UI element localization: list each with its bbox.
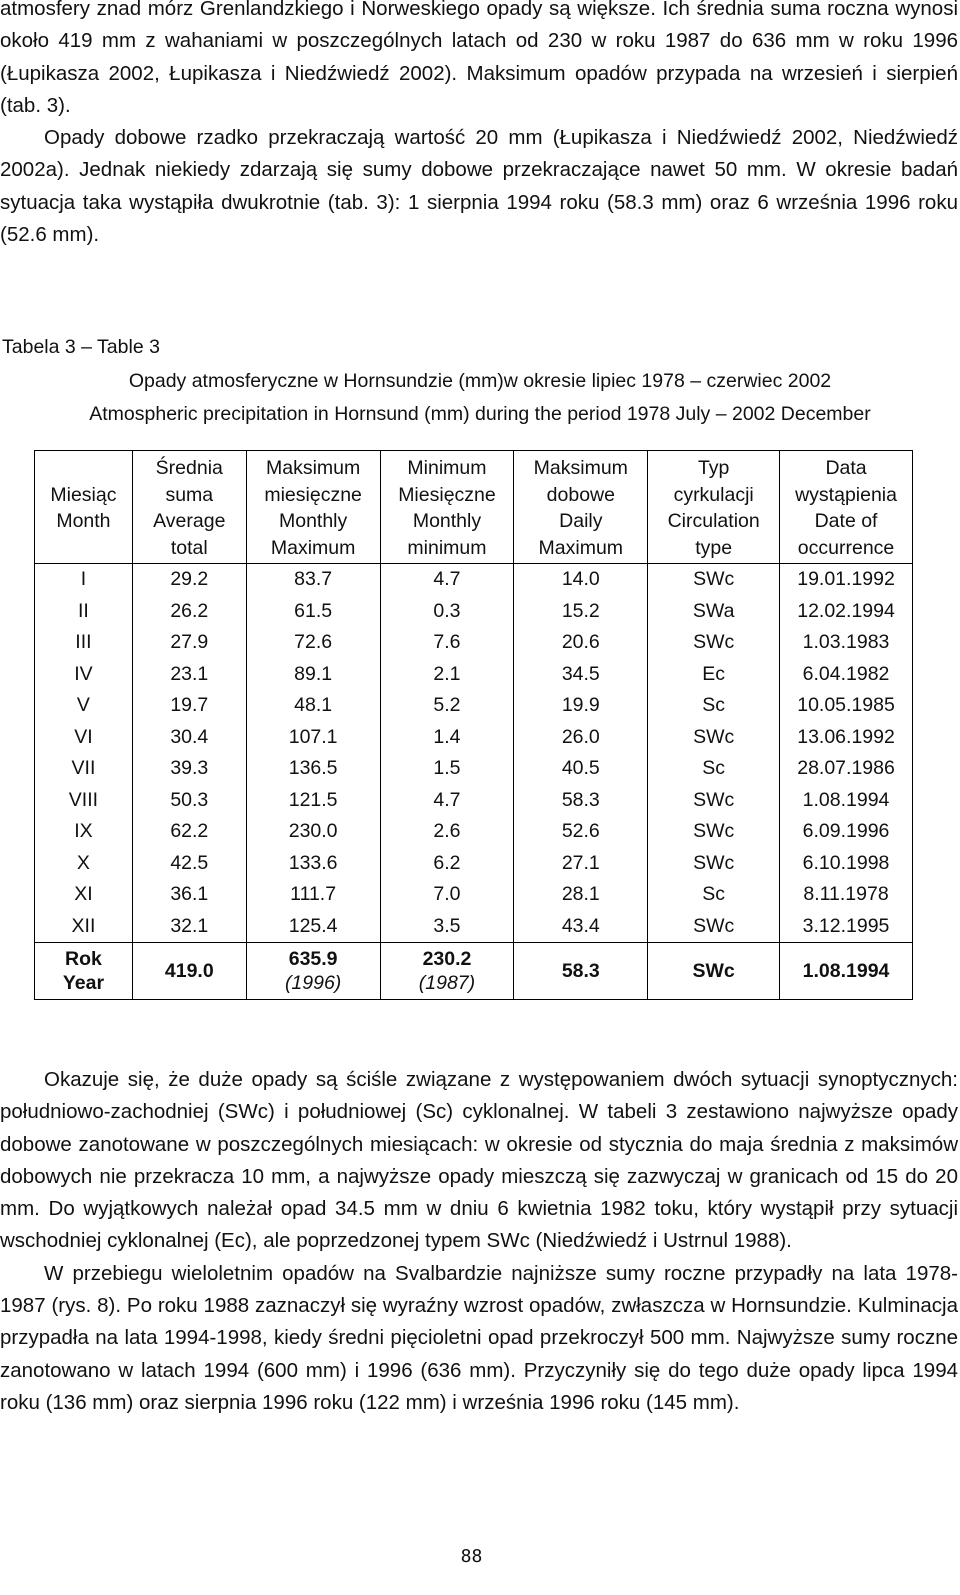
column-header-line: Monthly xyxy=(278,510,348,532)
total-value: SWc xyxy=(692,960,735,982)
table-cell xyxy=(514,943,648,1000)
table-row xyxy=(35,596,913,628)
table-cell: 13.06.1992 xyxy=(780,722,913,754)
table-cell: 10.05.1985 xyxy=(780,690,913,722)
column-header-line: Monthly xyxy=(412,510,482,532)
table-cell: 19.01.1992 xyxy=(780,564,913,596)
table-cell: 14.0 xyxy=(514,564,648,596)
table-cell: IV xyxy=(35,659,133,691)
table-title-en: Atmospheric precipitation in Hornsund (mm) during the period 1978 July – 2002 December xyxy=(89,403,871,425)
table-cell: VI xyxy=(35,722,133,754)
column-header-line: minimum xyxy=(407,536,487,559)
table-cell: 58.3 xyxy=(514,785,648,817)
table-cell xyxy=(132,943,246,1000)
column-header-line: Maksimum xyxy=(533,457,628,479)
table-cell xyxy=(246,943,380,1000)
table-row xyxy=(35,659,913,691)
table-cell: X xyxy=(35,848,133,880)
total-value: 635.9 xyxy=(288,948,338,970)
table-cell: 8.11.1978 xyxy=(780,879,913,911)
column-header xyxy=(648,451,780,564)
table-cell: Sc xyxy=(648,879,780,911)
column-header xyxy=(780,451,913,564)
table-cell: 26.0 xyxy=(514,722,648,754)
table-total-row xyxy=(35,943,913,1000)
column-header-line: miesięczne xyxy=(264,483,362,506)
column-header-line: Month xyxy=(56,510,111,532)
table-cell: 72.6 xyxy=(246,627,380,659)
table-cell: IX xyxy=(35,816,133,848)
column-header-line: type xyxy=(695,536,733,559)
table-cell: 62.2 xyxy=(132,816,246,848)
table-row xyxy=(35,722,913,754)
total-value: 58.3 xyxy=(561,960,600,982)
column-header-line: Maximum xyxy=(538,536,624,559)
table-cell: 1.08.1994 xyxy=(780,785,913,817)
table-row xyxy=(35,879,913,911)
table-cell: 36.1 xyxy=(132,879,246,911)
table-row xyxy=(35,785,913,817)
table-cell: 52.6 xyxy=(514,816,648,848)
table-cell: 40.5 xyxy=(514,753,648,785)
table-cell xyxy=(648,943,780,1000)
total-label: Rok xyxy=(65,948,102,970)
total-value: 1.08.1994 xyxy=(802,960,890,982)
table-cell: 6.2 xyxy=(380,848,514,880)
table-row xyxy=(35,627,913,659)
column-header xyxy=(246,451,380,564)
intro-paragraph-1: atmosfery znad mórz Grenlandzkiego i Norweskiego opady są większe. Ich średnia suma roczna wynosi około 419 mm z wahaniami w poszczególnych latach od 230 w roku 1987 do 636 mm w roku 1996 (Łupikasza 2002, Łupikasza i Niedźwiedź 2002). Maksimum opadów przypada na wrzesień i sierpień (tab. 3). xyxy=(0,0,958,117)
column-header-line: wystąpienia xyxy=(795,483,897,506)
table-cell: 27.1 xyxy=(514,848,648,880)
table-cell: 12.02.1994 xyxy=(780,596,913,628)
table-cell: XI xyxy=(35,879,133,911)
table-cell: 83.7 xyxy=(246,564,380,596)
table-cell: 30.4 xyxy=(132,722,246,754)
table-cell: 43.4 xyxy=(514,911,648,943)
table-cell: 3.12.1995 xyxy=(780,911,913,943)
table-cell: V xyxy=(35,690,133,722)
table-cell: 7.0 xyxy=(380,879,514,911)
table-cell: 32.1 xyxy=(132,911,246,943)
table-cell: 15.2 xyxy=(514,596,648,628)
table-cell: 39.3 xyxy=(132,753,246,785)
table-cell: 28.07.1986 xyxy=(780,753,913,785)
table-cell: 61.5 xyxy=(246,596,380,628)
table-cell: 20.6 xyxy=(514,627,648,659)
table-cell: 2.1 xyxy=(380,659,514,691)
column-header-line: Maksimum xyxy=(265,457,361,479)
column-header-line: Maximum xyxy=(270,536,356,559)
table-cell: 27.9 xyxy=(132,627,246,659)
column-header-line: Daily xyxy=(559,510,603,532)
column-header-line: Miesiąc xyxy=(50,483,117,506)
total-year: (1987) xyxy=(418,972,476,994)
table-row xyxy=(35,816,913,848)
column-header-line: Date of xyxy=(814,510,878,532)
body-paragraph-4: W przebiegu wieloletnim opadów na Svalbardzie najniższe sumy roczne przypadły na lata 1978-1987 (rys. 8). Po roku 1988 zaznaczył się wyraźny wzrost opadów, zwłaszcza w Hornsundzie. Kulminacja przypadła na lata 1994-1998, kiedy średni pięcioletni opad przekroczył 500 mm. Najwyższe sumy roczne zanotowano w latach 1994 (600 mm) i 1996 (636 mm). Przyczyniły się do tego duże opady lipca 1994 roku (136 mm) oraz sierpnia 1996 roku (122 mm) i września 1996 roku (145 mm). xyxy=(0,1261,958,1414)
table-cell: II xyxy=(35,596,133,628)
table-cell: 2.6 xyxy=(380,816,514,848)
table-cell: SWc xyxy=(648,816,780,848)
table-row xyxy=(35,753,913,785)
column-header-line: occurrence xyxy=(797,536,895,559)
table-cell: VIII xyxy=(35,785,133,817)
table-cell: 0.3 xyxy=(380,596,514,628)
table-cell: 111.7 xyxy=(246,879,380,911)
table-cell: SWc xyxy=(648,722,780,754)
column-header-line: dobowe xyxy=(546,483,615,506)
column-header xyxy=(380,451,514,564)
table-cell: 23.1 xyxy=(132,659,246,691)
table-cell: 5.2 xyxy=(380,690,514,722)
column-header-line: Miesięczne xyxy=(398,483,496,506)
table-header-row xyxy=(35,451,913,564)
table-cell: 1.03.1983 xyxy=(780,627,913,659)
column-header-line: cyrkulacji xyxy=(673,483,754,506)
table-cell: 6.04.1982 xyxy=(780,659,913,691)
column-header-line: Average xyxy=(153,510,226,532)
table-cell xyxy=(380,943,514,1000)
table-cell: 136.5 xyxy=(246,753,380,785)
table-cell: 29.2 xyxy=(132,564,246,596)
intro-text xyxy=(0,0,958,251)
table-cell: 19.7 xyxy=(132,690,246,722)
precipitation-table xyxy=(34,450,913,1000)
table-cell: SWc xyxy=(648,564,780,596)
table-cell: XII xyxy=(35,911,133,943)
total-value: 419.0 xyxy=(164,960,214,982)
table-cell: 6.10.1998 xyxy=(780,848,913,880)
table-title-pl: Opady atmosferyczne w Hornsundzie (mm)w okresie lipiec 1978 – czerwiec 2002 xyxy=(128,370,832,392)
table-cell: 48.1 xyxy=(246,690,380,722)
table-cell: SWc xyxy=(648,785,780,817)
total-label: Year xyxy=(62,972,105,994)
table-row xyxy=(35,564,913,596)
table-cell: 89.1 xyxy=(246,659,380,691)
table-cell: 3.5 xyxy=(380,911,514,943)
table-cell: VII xyxy=(35,753,133,785)
column-header-line: suma xyxy=(165,483,214,506)
table-body xyxy=(35,564,913,1000)
table-cell: 107.1 xyxy=(246,722,380,754)
table-cell: 19.9 xyxy=(514,690,648,722)
table-cell: SWc xyxy=(648,911,780,943)
table-cell: 7.6 xyxy=(380,627,514,659)
intro-paragraph-2: Opady dobowe rzadko przekraczają wartość 20 mm (Łupikasza i Niedźwiedź 2002, Niedźwiedź 2002a). Jednak niekiedy zdarzają się sumy dobowe przekraczające nawet 50 mm. W okresie badań sytuacja taka wystąpiła dwukrotnie (tab. 3): 1 sierpnia 1994 roku (58.3 mm) oraz 6 września 1996 roku (52.6 mm). xyxy=(0,126,958,247)
total-year: (1996) xyxy=(284,972,342,994)
column-header-line: Typ xyxy=(697,457,730,479)
column-header-line: Data xyxy=(825,457,867,479)
page-number: 88 xyxy=(460,1546,483,1567)
table-cell: 28.1 xyxy=(514,879,648,911)
table-cell: Sc xyxy=(648,753,780,785)
table-row xyxy=(35,848,913,880)
table-cell: I xyxy=(35,564,133,596)
table-cell: 26.2 xyxy=(132,596,246,628)
column-header-line: Minimum xyxy=(407,457,487,479)
table-cell: 230.0 xyxy=(246,816,380,848)
column-header-line: Circulation xyxy=(667,510,760,532)
table-cell: Sc xyxy=(648,690,780,722)
table-cell: 4.7 xyxy=(380,785,514,817)
table-cell xyxy=(780,943,913,1000)
table-cell: 125.4 xyxy=(246,911,380,943)
column-header-line: Średnia xyxy=(155,457,223,479)
total-value: 230.2 xyxy=(422,948,472,970)
table-cell: SWa xyxy=(648,596,780,628)
table-cell: 1.5 xyxy=(380,753,514,785)
table-label: Tabela 3 – Table 3 xyxy=(2,336,160,358)
table-cell: 4.7 xyxy=(380,564,514,596)
table-cell: SWc xyxy=(648,848,780,880)
body-text xyxy=(0,1064,958,1419)
table-row xyxy=(35,911,913,943)
table-cell: 6.09.1996 xyxy=(780,816,913,848)
table-cell: SWc xyxy=(648,627,780,659)
column-header-line: total xyxy=(170,536,208,559)
column-header xyxy=(35,451,133,564)
column-header xyxy=(132,451,246,564)
table-cell: 42.5 xyxy=(132,848,246,880)
table-cell: III xyxy=(35,627,133,659)
table-cell: 34.5 xyxy=(514,659,648,691)
table-cell: Ec xyxy=(648,659,780,691)
table-cell: 133.6 xyxy=(246,848,380,880)
table-row xyxy=(35,690,913,722)
body-paragraph-3: Okazuje się, że duże opady są ściśle związane z występowaniem dwóch sytuacji synoptycznych: południowo-zachodniej (SWc) i południowej (Sc) cyklonalnej. W tabeli 3 zestawiono najwyższe opady dobowe zanotowane w poszczególnych miesiącach: w okresie od stycznia do maja średnia z maksimów dobowych nie przekracza 10 mm, a najwyższe opady mieszczą się zazwyczaj w granicach od 15 do 20 mm. Do wyjątkowych należał opad 34.5 mm w dniu 6 kwietnia 1982 toku, który wystąpił przy sytuacji wschodniej cyklonalnej (Ec), ale poprzedzonej typem SWc (Niedźwiedź i Ustrnul 1988). xyxy=(0,1068,958,1253)
table-cell: 1.4 xyxy=(380,722,514,754)
table-cell: 121.5 xyxy=(246,785,380,817)
table-cell: 50.3 xyxy=(132,785,246,817)
column-header xyxy=(514,451,648,564)
table-cell xyxy=(35,943,133,1000)
